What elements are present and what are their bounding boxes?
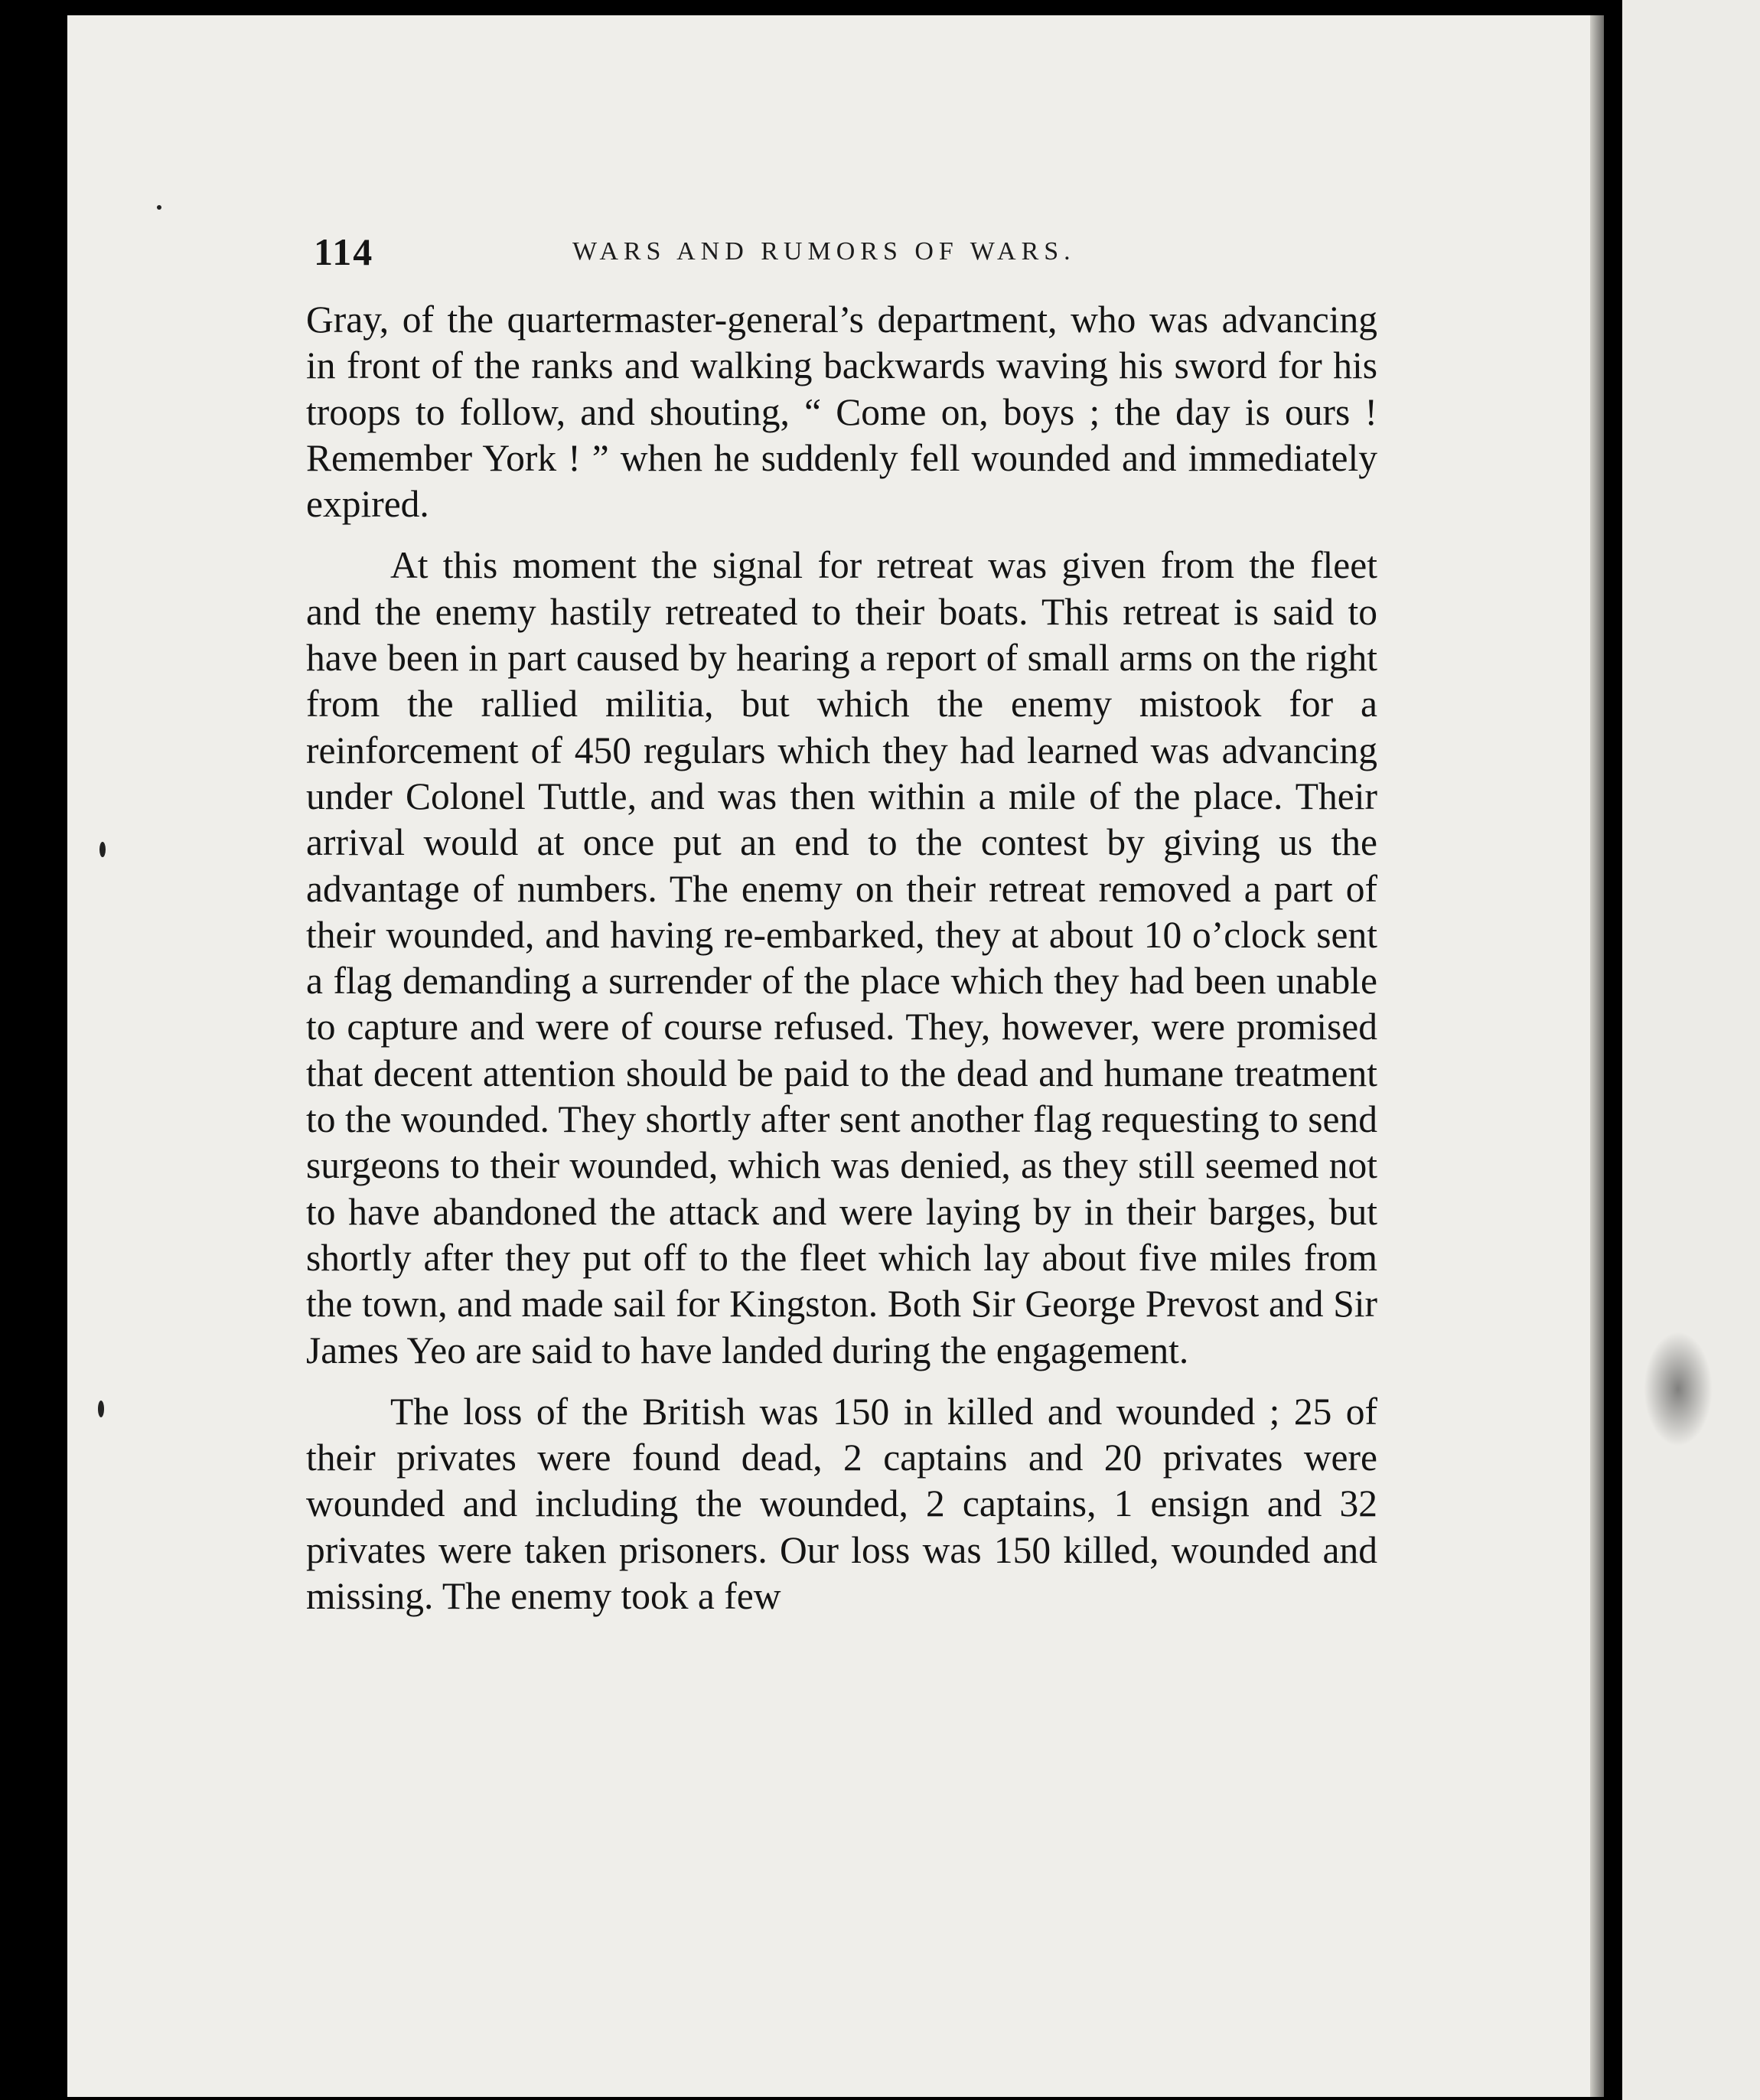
paragraph-retreat: At this moment the signal for retreat was given from the fleet and the enemy hastily retreated to their boats. This retreat is said to have been in part caused by hearing a report of small arms on the right from the rallied militia, but which the enemy mistook for a reinforcement of 450 regulars which they had learned was advancing under Colonel Tuttle, and was then within a mile of the place. Their arrival would at once put an end to the contest by giving us the advantage of numbers. The enemy on their retreat removed a part of their wounded, and having re-embarked, they at about 10 o’clock sent a flag demanding a surrender of the place which they had been unable to capture and were of course refused. They, however, were promised that decent attention should be paid to the dead and humane treatment to the wounded. They shortly after sent another flag requesting to send surgeons to their wounded, which was denied, as they still seemed not to have abandoned the attack and were laying by in their barges, but shortly after they put off to the fleet which lay about five miles from the town, and made sail for Kingston. Both Sir George Prevost and Sir James Yeo are said to have landed during the engagement.: [306, 544, 1377, 1371]
scan-speck: [99, 842, 106, 857]
scan-speck: [98, 1401, 104, 1417]
running-head: [314, 230, 1370, 283]
page-body: [306, 297, 1377, 1619]
paragraph-losses: The loss of the British was 150 in killed and wounded ; 25 of their privates were found dead, 2 captains and 20 privates were wounded and including the wounded, 2 captains, 1 ensign and 32 privates were taken prisoners. Our loss was 150 killed, wounded and missing. The enemy took a few: [306, 1390, 1377, 1618]
paragraph-continued: Gray, of the quartermaster-general’s department, who was advancing in front of the ranks and walking backwards waving his sword for his troops to follow, and shouting, “ Come on, boys ; the day is ours ! Remember York ! ” when he suddenly fell wounded and immediately expired.: [306, 298, 1377, 526]
scan-speck: [157, 205, 161, 210]
page-number: 114: [314, 230, 374, 273]
page-fold-shadow: [1644, 1332, 1713, 1446]
running-title: WARS AND RUMORS OF WARS.: [572, 237, 1076, 266]
adjacent-page-edge: [1622, 0, 1760, 2100]
page-edge-shadow: [1590, 15, 1604, 2097]
